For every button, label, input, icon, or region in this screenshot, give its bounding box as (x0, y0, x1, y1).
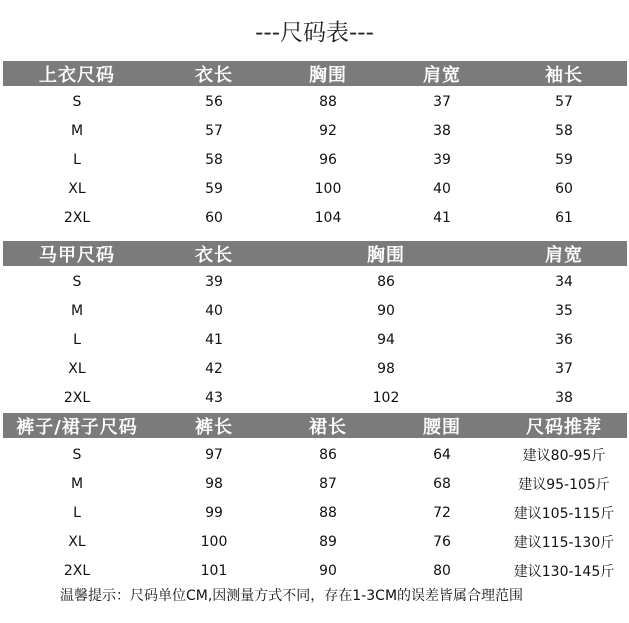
vest-table-row (3, 296, 627, 325)
pants-table-cell: 89 (319, 533, 337, 550)
pants-table-cell: 建议95-105斤 (518, 476, 610, 493)
pants-table-cell: 99 (205, 504, 223, 521)
size-note: 温馨提示：尺码单位CM,因测量方式不同，存在1-3CM的误差皆属合理范围 (60, 588, 524, 604)
pants-table-cell: 101 (200, 562, 228, 579)
vest-table-cell: 35 (555, 302, 573, 319)
vest-table-cell: 36 (555, 331, 573, 348)
top-table-cell: 56 (205, 93, 223, 110)
top-table-cell: 58 (205, 151, 223, 168)
pants-table-cell: XL (68, 533, 86, 550)
top-table-cell: L (73, 151, 81, 168)
pants-table-header (3, 413, 627, 438)
page-title: ---尺码表--- (255, 20, 374, 46)
vest-table-cell: XL (68, 360, 86, 377)
top-table-cell: 41 (433, 209, 451, 226)
top-table-cell: 38 (433, 122, 451, 139)
top-table-row (3, 116, 627, 145)
top-table-cell: 39 (433, 151, 451, 168)
pants-table-row (3, 498, 627, 527)
top-table-cell: 57 (205, 122, 223, 139)
vest-header-length: 衣长 (195, 244, 233, 266)
pants-table-cell: 2XL (63, 562, 91, 579)
top-table-row (3, 145, 627, 174)
vest-table-cell: 2XL (63, 389, 91, 406)
pants-table-cell: 建议80-95斤 (522, 447, 606, 464)
vest-header-shoulder: 肩宽 (545, 244, 583, 266)
top-header-chest: 胸围 (309, 64, 347, 86)
top-table-header (3, 61, 627, 86)
top-table-cell: 2XL (63, 209, 91, 226)
pants-table-cell: 86 (319, 446, 337, 463)
pants-header-pants-len: 裤长 (195, 416, 233, 438)
vest-table-row (3, 325, 627, 354)
vest-table-cell: 86 (377, 273, 395, 290)
top-table-row (3, 203, 627, 232)
top-table-cell: 57 (555, 93, 573, 110)
top-table-cell: 61 (555, 209, 573, 226)
vest-table-header (3, 241, 627, 266)
pants-table-cell: 97 (205, 446, 223, 463)
top-table-cell: M (70, 122, 84, 139)
top-table-cell: S (72, 93, 82, 110)
vest-table-cell: 98 (377, 360, 395, 377)
pants-table-cell: 80 (433, 562, 451, 579)
pants-table-row (3, 469, 627, 498)
vest-table-cell: 34 (555, 273, 573, 290)
top-table-row (3, 174, 627, 203)
top-header-size: 上衣尺码 (39, 64, 115, 86)
pants-table-cell: 76 (433, 533, 451, 550)
top-table-cell: 59 (555, 151, 573, 168)
vest-header-chest: 胸围 (367, 244, 405, 266)
pants-table-row (3, 440, 627, 469)
pants-table-cell: 72 (433, 504, 451, 521)
top-table-cell: 96 (319, 151, 337, 168)
vest-table-cell: L (73, 331, 81, 348)
pants-table-cell: 88 (319, 504, 337, 521)
top-table-cell: 92 (319, 122, 337, 139)
vest-table-row (3, 383, 627, 412)
pants-table-cell: L (73, 504, 81, 521)
top-table-cell: 40 (433, 180, 451, 197)
pants-table-cell: 100 (200, 533, 228, 550)
pants-header-recommend: 尺码推荐 (526, 416, 602, 438)
top-table-cell: 88 (319, 93, 337, 110)
vest-table-cell: 94 (377, 331, 395, 348)
pants-header-waist: 腰围 (423, 416, 461, 438)
vest-header-size: 马甲尺码 (39, 244, 115, 266)
top-table-cell: 58 (555, 122, 573, 139)
pants-table-cell: 建议115-130斤 (513, 534, 615, 551)
top-table-cell: 100 (314, 180, 342, 197)
top-table-cell: 60 (205, 209, 223, 226)
vest-table-cell: 42 (205, 360, 223, 377)
pants-table-cell: M (70, 475, 84, 492)
vest-table-cell: 37 (555, 360, 573, 377)
vest-table-cell: 102 (372, 389, 400, 406)
top-header-length: 衣长 (195, 64, 233, 86)
top-header-shoulder: 肩宽 (423, 64, 461, 86)
top-table-cell: 37 (433, 93, 451, 110)
pants-table-cell: 90 (319, 562, 337, 579)
pants-table-cell: 68 (433, 475, 451, 492)
top-table-cell: XL (68, 180, 86, 197)
top-header-sleeve: 袖长 (545, 64, 583, 86)
vest-table-row (3, 267, 627, 296)
pants-table-cell: 87 (319, 475, 337, 492)
pants-table-cell: 64 (433, 446, 451, 463)
pants-table-row (3, 556, 627, 585)
pants-table-cell: 98 (205, 475, 223, 492)
pants-table-cell: S (72, 446, 82, 463)
vest-table-cell: 39 (205, 273, 223, 290)
top-table-row (3, 87, 627, 116)
pants-table-row (3, 527, 627, 556)
vest-table-cell: 38 (555, 389, 573, 406)
pants-table-cell: 建议105-115斤 (513, 505, 615, 522)
top-table-cell: 104 (314, 209, 342, 226)
vest-table-cell: S (72, 273, 82, 290)
vest-table-cell: 40 (205, 302, 223, 319)
pants-header-size: 裤子/裙子尺码 (16, 416, 138, 438)
vest-table-row (3, 354, 627, 383)
vest-table-cell: 90 (377, 302, 395, 319)
top-table-cell: 59 (205, 180, 223, 197)
vest-table-cell: M (70, 302, 84, 319)
top-table-cell: 60 (555, 180, 573, 197)
vest-table-cell: 43 (205, 389, 223, 406)
vest-table-cell: 41 (205, 331, 223, 348)
pants-table-cell: 建议130-145斤 (513, 563, 615, 580)
pants-header-skirt-len: 裙长 (309, 416, 347, 438)
